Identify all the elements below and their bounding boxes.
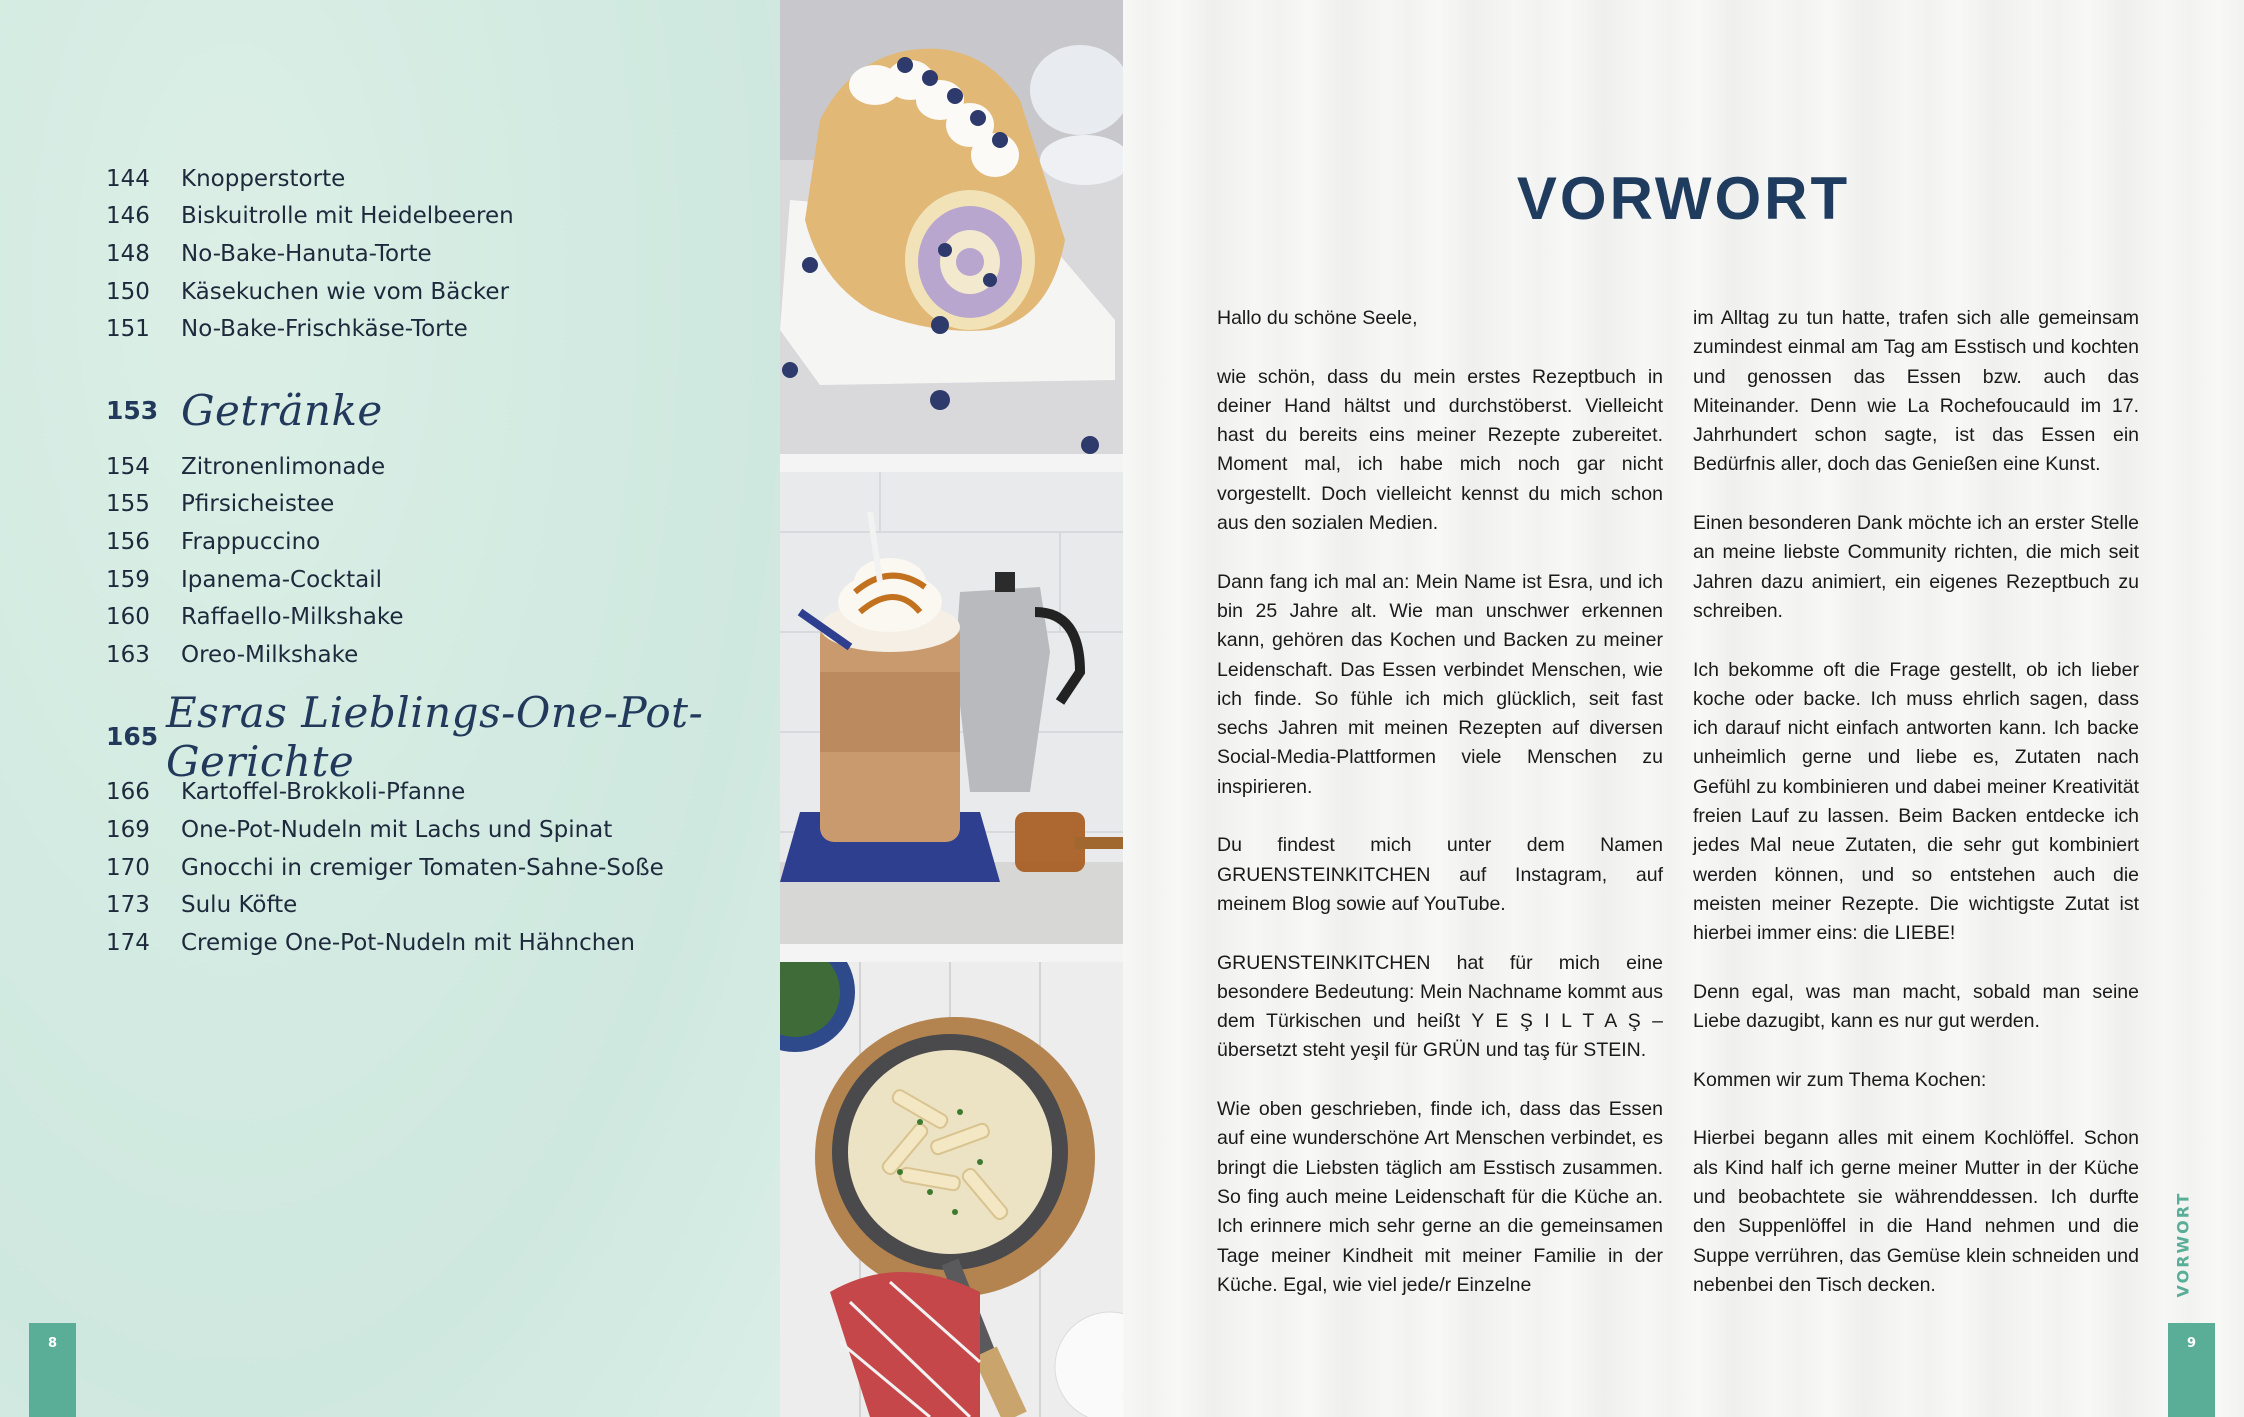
toc-page-number: 156: [106, 528, 150, 555]
toc-page-number: 170: [106, 854, 150, 881]
toc-entry[interactable]: [106, 235, 746, 273]
left-page: [0, 0, 780, 1417]
toc-page-number: 155: [106, 491, 150, 518]
toc-entry[interactable]: [106, 448, 746, 486]
toc-entry[interactable]: [106, 811, 746, 849]
toc-group-drinks: [106, 448, 746, 674]
toc-entry[interactable]: [106, 486, 746, 524]
toc-page-number: 166: [106, 779, 150, 806]
page-number: 8: [47, 1336, 58, 1351]
toc-section-title: Esras Lieblings-One-Pot-Gerichte: [165, 687, 704, 786]
paragraph: wie schön, dass du mein erstes Rezeptbuch in deiner Hand hältst und durchstöberst. Vielleicht hast du bereits eins meiner Rezepte zubereitet. Moment mal, ich habe mich noch gar nicht vorgestellt. Doch vielleicht kennst du mich schon aus den sozialen Medien.: [1217, 365, 1663, 535]
chapter-side-label: [2171, 1191, 2195, 1300]
toc-entry-title: Zitronenlimonade: [181, 453, 386, 480]
toc-entry[interactable]: [106, 160, 746, 198]
toc-entry-title: Knopperstorte: [181, 165, 346, 192]
toc-section-page: 165: [106, 722, 159, 752]
toc-entry-title: Biskuitrolle mit Heidelbeeren: [181, 203, 514, 230]
photo-frappuccino: [780, 472, 1123, 944]
toc-section-page: 153: [106, 396, 159, 426]
toc-entry-title: Pfirsicheistee: [181, 491, 335, 518]
toc-page-number: 173: [106, 892, 150, 919]
toc-page-number: 150: [106, 278, 150, 305]
toc-entry-title: Käsekuchen wie vom Bäcker: [181, 278, 510, 305]
table-of-contents: [106, 160, 746, 988]
paragraph: Kommen wir zum Thema Kochen:: [1693, 1068, 1987, 1091]
photo-one-pot-pasta: [780, 962, 1123, 1417]
toc-entry[interactable]: [106, 924, 746, 962]
toc-entry-title: Sulu Köfte: [181, 892, 298, 919]
toc-section-title: Getränke: [181, 386, 383, 436]
toc-page-number: 154: [106, 453, 150, 480]
paragraph: Hierbei begann alles mit einem Kochlöffel. Schon als Kind half ich gerne meiner Mutter in der Küche und beobachtete sie währenddessen. Ich durfte den Suppenlöffel in die Hand nehmen und die Suppe verrühren, das Gemüse klein schneiden und nebenbei den Tisch decken.: [1693, 1127, 2139, 1296]
toc-entry-title: Raffaello-Milkshake: [181, 604, 404, 631]
toc-entry-title: Gnocchi in cremiger Tomaten-Sahne-Soße: [181, 854, 664, 881]
toc-entry-title: No-Bake-Hanuta-Torte: [181, 240, 432, 267]
paragraph: GRUENSTEINKITCHEN hat für mich eine besondere Bedeutung: Mein Nachname kommt aus dem Türkischen und heißt Y E Ş I L T A Ş – übersetzt steht yeşil für GRÜN und taş für STEIN.: [1217, 951, 1663, 1062]
toc-group-one-pot: [106, 774, 746, 962]
toc-entry-title: Cremige One-Pot-Nudeln mit Hähnchen: [181, 929, 636, 956]
toc-entry-title: Kartoffel-Brokkoli-Pfanne: [181, 779, 466, 806]
paragraph: Du findest mich unter dem Namen GRUENSTEINKITCHEN auf Instagram, auf meinem Blog sowie auf YouTube.: [1217, 834, 1663, 915]
toc-page-number: 160: [106, 604, 150, 631]
toc-entry[interactable]: [106, 598, 746, 636]
page-number-tab: [2168, 1323, 2215, 1417]
toc-page-number: 151: [106, 316, 150, 343]
toc-group-cakes: [106, 160, 746, 348]
toc-page-number: 159: [106, 566, 150, 593]
paragraph: im Alltag zu tun hatte, trafen sich alle gemeinsam zumindest einmal am Tag am Esstisch und kochten und genossen das Essen bzw. auch das Miteinander. Denn wie La Rochefoucauld im 17. Jahrhundert schon sagte, ist das Essen ein Bedürfnis aller, doch das Genießen eine Kunst.: [1693, 307, 2139, 476]
toc-page-number: 144: [106, 165, 150, 192]
toc-section-heading[interactable]: [106, 687, 746, 786]
toc-entry-title: Ipanema-Cocktail: [181, 566, 382, 593]
toc-page-number: 163: [106, 641, 150, 668]
toc-entry[interactable]: [106, 310, 746, 348]
paragraph: Denn egal, was man macht, sobald man seine Liebe dazugibt, kann es nur gut werden.: [1693, 980, 2139, 1033]
toc-page-number: 146: [106, 203, 150, 230]
toc-entry[interactable]: [106, 198, 746, 236]
toc-entry-title: Oreo-Milkshake: [181, 641, 359, 668]
paragraph: Wie oben geschrieben, finde ich, dass das Essen auf eine wunderschöne Art Menschen verbindet, es bringt die Liebsten täglich am Esstisch zusammen. So fing auch meine Leidenschaft für die Küche an. Ich erinnere mich sehr gerne an die gemeinsamen Tage meiner Kindheit mit meiner Familie in der Küche. Egal, wie viel jede/r Einzelne: [1217, 1098, 1663, 1296]
toc-entry[interactable]: [106, 273, 746, 311]
page-number-tab: [29, 1323, 76, 1417]
toc-entry[interactable]: [106, 636, 746, 674]
paragraph: Ich bekomme oft die Frage gestellt, ob ich lieber koche oder backe. Ich muss ehrlich sagen, dass ich darauf nicht einfach antworten kann. Ich backe unheimlich gerne und liebe es, Zutaten nach Gefühl zu kombinieren und dabei meiner Kreativität freien Lauf zu lassen. Beim Backen entdecke ich jedes Mal neue Zutaten, die sehr gut kombiniert werden können, und so entstehen auch die meisten meiner Rezepte. Die wichtigste Zutat ist hierbei immer eins: die LIEBE!: [1693, 658, 2139, 945]
paragraph: Einen besonderen Dank möchte ich an erster Stelle an meine liebste Community richten, die mich seit Jahren dazu animiert, ein eigenes Rezeptbuch zu schreiben.: [1693, 512, 2139, 622]
right-page: [1123, 0, 2244, 1417]
toc-entry[interactable]: [106, 886, 746, 924]
toc-page-number: 169: [106, 816, 150, 843]
page-title: VORWORT: [1516, 165, 1851, 232]
toc-entry[interactable]: [106, 849, 746, 887]
toc-entry-title: One-Pot-Nudeln mit Lachs und Spinat: [181, 816, 613, 843]
toc-page-number: 148: [106, 240, 150, 267]
paragraph: Dann fang ich mal an: Mein Name ist Esra, und ich bin 25 Jahre alt. Wie man unschwer erkennen kann, gehören das Kochen und Backen zu meiner Leidenschaft. Das Essen verbindet Menschen, wie ich finde. So fühle ich mich glücklich, seit fast sechs Jahren mit meinen Rezepten auf diversen Social-Media-Plattformen viele Menschen zu inspirieren.: [1217, 570, 1663, 798]
toc-entry-title: Frappuccino: [181, 528, 321, 555]
toc-page-number: 174: [106, 929, 150, 956]
page-number: 9: [2186, 1336, 2197, 1351]
chapter-side-label-text: VORWORT: [2173, 1191, 2193, 1298]
toc-entry[interactable]: [106, 523, 746, 561]
photo-blueberry-roll: [780, 0, 1123, 454]
toc-section-heading[interactable]: [106, 374, 746, 448]
text-column-left: [1217, 304, 1663, 1329]
toc-entry[interactable]: [106, 561, 746, 599]
paragraph: Hallo du schöne Seele,: [1217, 307, 1418, 329]
text-column-right: [1693, 304, 2139, 1329]
toc-entry-title: No-Bake-Frischkäse-Torte: [181, 316, 468, 343]
